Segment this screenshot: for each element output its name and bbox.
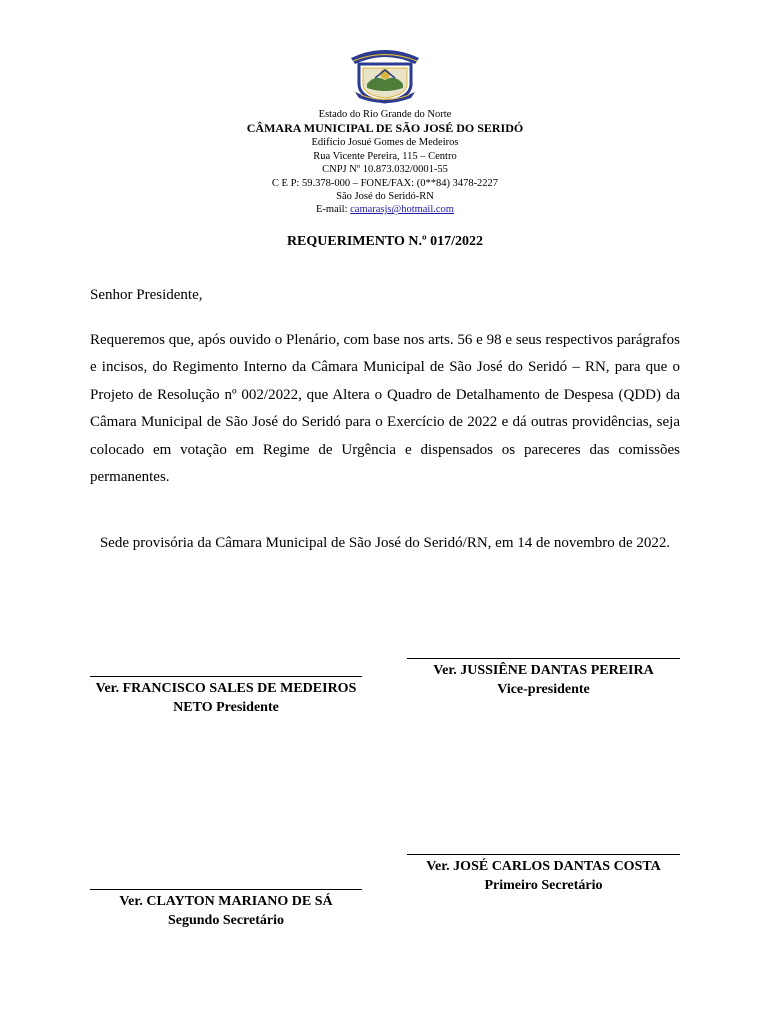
signer-name: Ver. JOSÉ CARLOS DANTAS COSTA bbox=[426, 859, 661, 874]
coat-of-arms-logo bbox=[345, 44, 425, 106]
cnpj-line: CNPJ Nº 10.873.032/0001-55 bbox=[322, 164, 448, 176]
signature-line bbox=[90, 889, 362, 890]
signature-line bbox=[90, 676, 362, 677]
street-line: Rua Vicente Pereira, 115 – Centro bbox=[313, 150, 457, 162]
email-label: E-mail: bbox=[316, 204, 351, 216]
email-link[interactable]: camarasjs@hotmail.com bbox=[350, 204, 454, 216]
signature-line bbox=[407, 854, 680, 855]
state-line: Estado do Rio Grande do Norte bbox=[318, 109, 452, 120]
building-line: Edifício Josué Gomes de Medeiros bbox=[311, 137, 459, 149]
signer-role: Vice-presidente bbox=[497, 682, 590, 697]
signer-role: Primeiro Secretário bbox=[484, 878, 603, 893]
place-date: Sede provisória da Câmara Municipal de São José do Seridó/RN, em 14 de novembro de 2022. bbox=[99, 535, 671, 551]
signature-first-secretary bbox=[407, 854, 680, 895]
request-body: Requeremos que, após ouvido o Plenário, com base nos arts. 56 e 98 e seus respectivos parágrafos e incisos, do Regimento Interno da Câmara Municipal de São José do Seridó – RN, para que o Projeto de Resolução nº 002/2022, que Altera o Quadro de Detalhamento de Despesa (QDD) da Câmara Municipal de São José do Seridó para o Exercício de 2022 e dá outras providências, seja colocado em votação em Regime de Urgência e dispensados os pareceres das comissões permanentes. bbox=[90, 332, 680, 486]
signature-second-secretary bbox=[90, 889, 362, 930]
city-line: São José do Seridó-RN bbox=[336, 191, 434, 203]
email-line bbox=[0, 203, 770, 216]
document-title: REQUERIMENTO N.º 017/2022 bbox=[286, 234, 484, 249]
institution-name: CÂMARA MUNICIPAL DE SÃO JOSÉ DO SERIDÓ bbox=[246, 121, 524, 136]
signature-vice-president bbox=[407, 658, 680, 699]
cep-phone-line: C E P: 59.378-000 – FONE/FAX: (0**84) 3478-2227 bbox=[271, 177, 499, 189]
signer-name: Ver. JUSSIÊNE DANTAS PEREIRA bbox=[433, 663, 654, 678]
signature-president bbox=[90, 676, 362, 717]
signature-line bbox=[407, 658, 680, 659]
letterhead bbox=[0, 108, 770, 217]
signer-role: Segundo Secretário bbox=[167, 913, 284, 928]
signer-name: Ver. FRANCISCO SALES DE MEDEIROS NETO Presidente bbox=[95, 681, 357, 715]
signer-name: Ver. CLAYTON MARIANO DE SÁ bbox=[119, 894, 333, 909]
salutation: Senhor Presidente, bbox=[90, 287, 203, 303]
